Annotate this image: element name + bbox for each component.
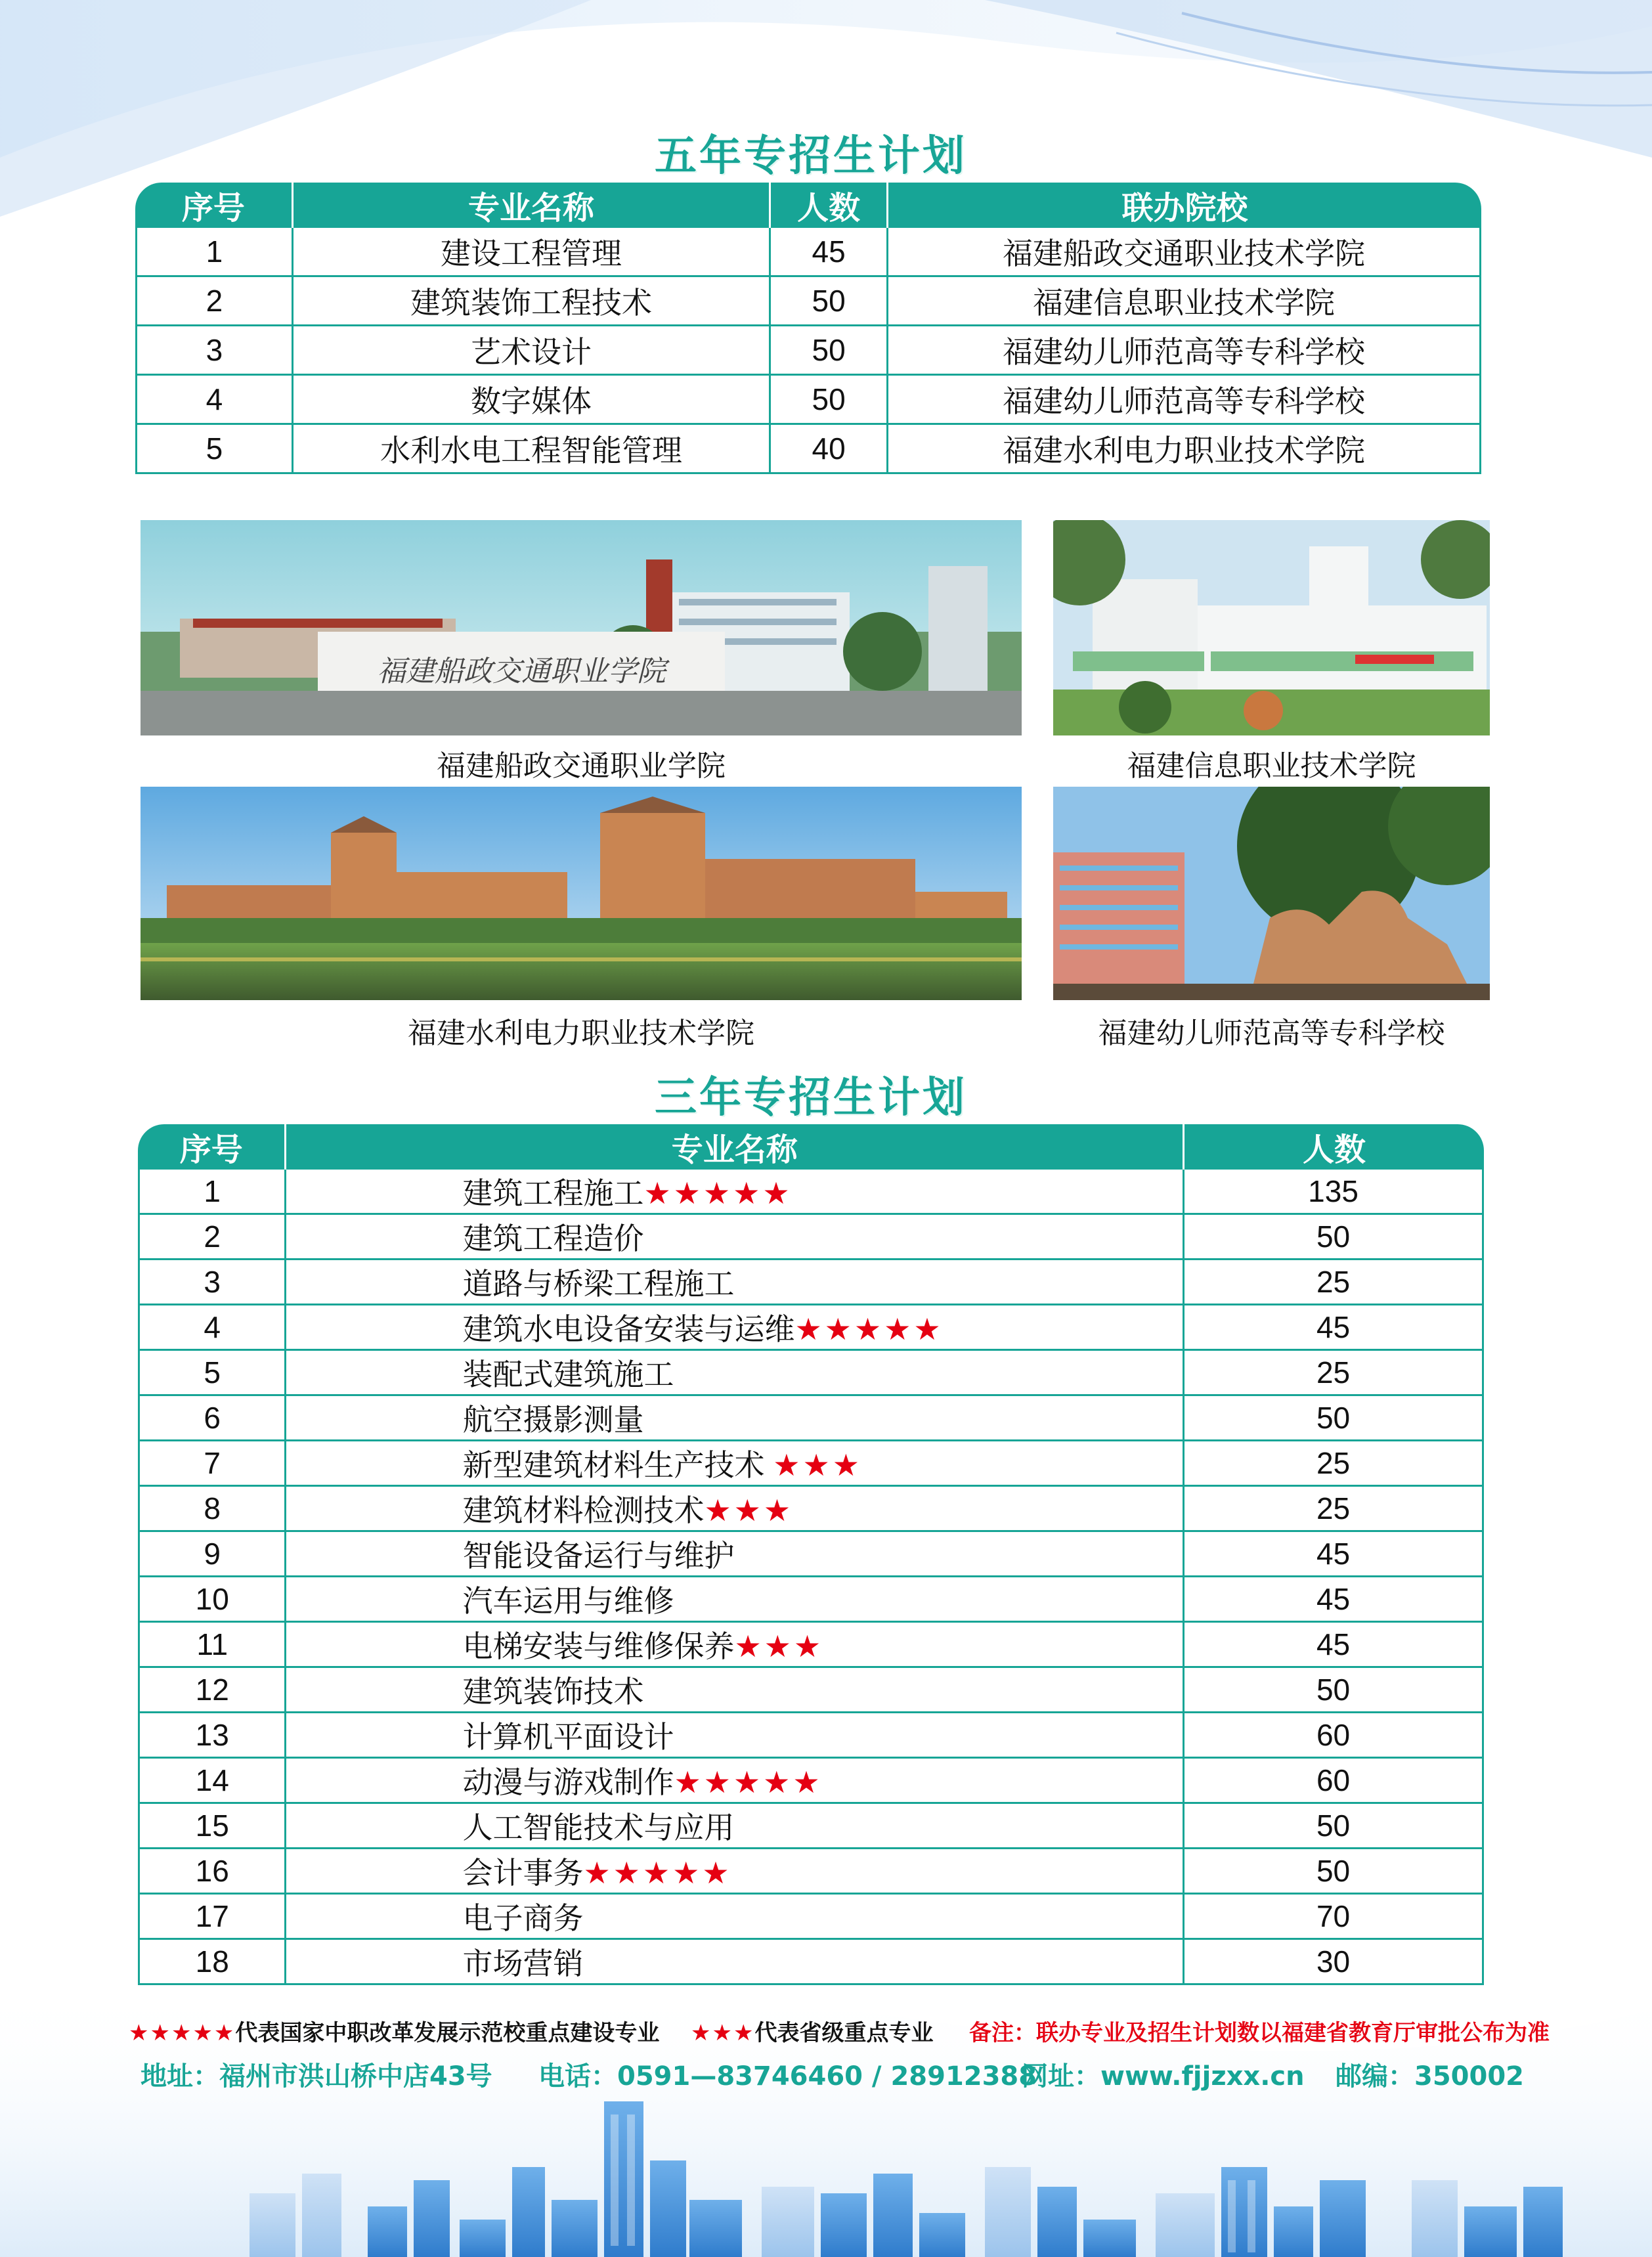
row-major: 数字媒体 (293, 376, 771, 425)
row-no: 2 (135, 277, 293, 326)
photo-caption: 福建信息职业技术学院 (1127, 749, 1416, 783)
row-no: 16 (138, 1849, 286, 1895)
major-name: 智能设备运行与维护 (462, 1539, 735, 1573)
row-count: 45 (1185, 1532, 1484, 1577)
major-name: 建筑工程施工 (462, 1176, 644, 1210)
major-name: 人工智能技术与应用 (462, 1810, 735, 1845)
row-count: 25 (1185, 1351, 1484, 1396)
table-row (138, 1895, 1484, 1940)
table-row (135, 376, 1481, 425)
table-row (138, 1577, 1484, 1623)
row-no: 14 (138, 1759, 286, 1804)
star-icons: ★★★ (773, 1448, 862, 1482)
header-school: 联办院校 (888, 183, 1481, 228)
row-no: 2 (138, 1215, 286, 1260)
postcode: 邮编：350002 (1336, 2061, 1524, 2092)
table-row (138, 1305, 1484, 1351)
row-no: 12 (138, 1668, 286, 1713)
header-major: 专业名称 (293, 183, 771, 228)
major-name: 汽车运用与维修 (462, 1584, 674, 1618)
row-major (286, 1487, 1185, 1532)
row-major (286, 1441, 1185, 1487)
table-row (135, 425, 1481, 474)
row-major (286, 1260, 1185, 1305)
table-row (138, 1623, 1484, 1668)
row-no: 8 (138, 1487, 286, 1532)
row-count: 25 (1185, 1487, 1484, 1532)
campus-sign-text: 福建船政交通职业学院 (377, 655, 666, 688)
five-year-plan-table (135, 183, 1481, 474)
row-school: 福建水利电力职业技术学院 (888, 425, 1481, 474)
row-major (286, 1623, 1185, 1668)
header-no: 序号 (138, 1124, 286, 1170)
header-count: 人数 (1185, 1124, 1484, 1170)
row-major (286, 1396, 1185, 1441)
major-name: 建筑材料检测技术 (462, 1493, 705, 1527)
star-icons: ★★★ (734, 1629, 824, 1663)
table-row (138, 1215, 1484, 1260)
row-major: 建筑装饰工程技术 (293, 277, 771, 326)
row-no: 5 (138, 1351, 286, 1396)
row-no: 11 (138, 1623, 286, 1668)
campus-photo-chuanzheng (141, 520, 1022, 735)
photo-caption: 福建幼儿师范高等专科学校 (1098, 1017, 1445, 1050)
row-count: 50 (1185, 1668, 1484, 1713)
table-row (138, 1487, 1484, 1532)
table-row (135, 277, 1481, 326)
row-count: 50 (1185, 1215, 1484, 1260)
major-name: 道路与桥梁工程施工 (462, 1267, 735, 1301)
row-no: 17 (138, 1895, 286, 1940)
row-count: 60 (1185, 1759, 1484, 1804)
row-major (286, 1804, 1185, 1849)
major-name: 航空摄影测量 (462, 1403, 644, 1437)
table-header-row (138, 1124, 1484, 1170)
major-name: 电子商务 (462, 1901, 584, 1935)
table-row (138, 1849, 1484, 1895)
row-count: 50 (1185, 1804, 1484, 1849)
star-icons: ★★★★★ (643, 1176, 793, 1210)
row-count: 45 (771, 228, 888, 277)
star-icons: ★★★★★ (794, 1312, 944, 1346)
row-no: 4 (138, 1305, 286, 1351)
star-icons: ★★★★★ (674, 1765, 823, 1799)
major-name: 装配式建筑施工 (462, 1357, 674, 1391)
row-count: 70 (1185, 1895, 1484, 1940)
table-row (138, 1351, 1484, 1396)
row-major (286, 1305, 1185, 1351)
table-row (138, 1759, 1484, 1804)
header-count: 人数 (771, 183, 888, 228)
row-count: 45 (1185, 1577, 1484, 1623)
row-count: 60 (1185, 1713, 1484, 1759)
row-count: 50 (771, 277, 888, 326)
table-row (138, 1668, 1484, 1713)
star-icons: ★★★★★ (129, 2020, 236, 2046)
row-no: 1 (138, 1170, 286, 1215)
major-name: 建筑水电设备安装与运维 (462, 1312, 795, 1346)
major-name: 建筑工程造价 (462, 1221, 644, 1256)
row-major (286, 1895, 1185, 1940)
row-no: 3 (138, 1260, 286, 1305)
major-name: 电梯安装与维修保养 (462, 1629, 735, 1663)
header-no: 序号 (135, 183, 293, 228)
row-major (286, 1668, 1185, 1713)
address: 地址：福州市洪山桥中店43号 (141, 2061, 492, 2092)
row-count: 45 (1185, 1623, 1484, 1668)
campus-photo-youer (1053, 787, 1490, 1000)
row-no: 18 (138, 1940, 286, 1985)
row-major (286, 1759, 1185, 1804)
website-link[interactable]: 网址：www.fjjzxx.cn (1022, 2061, 1305, 2092)
row-count: 50 (771, 376, 888, 425)
campus-photo-shuili (141, 787, 1022, 1000)
row-major: 建设工程管理 (293, 228, 771, 277)
table-row (138, 1441, 1484, 1487)
star-icons: ★★★★★ (583, 1856, 732, 1890)
row-school: 福建船政交通职业技术学院 (888, 228, 1481, 277)
row-count: 25 (1185, 1260, 1484, 1305)
major-name: 市场营销 (462, 1946, 584, 1981)
campus-photo-xinxi (1053, 520, 1490, 735)
table-row (138, 1804, 1484, 1849)
row-no: 9 (138, 1532, 286, 1577)
table-row (135, 326, 1481, 376)
row-major (286, 1849, 1185, 1895)
major-name: 新型建筑材料生产技术 (462, 1448, 773, 1482)
major-name: 计算机平面设计 (462, 1720, 674, 1754)
table-row (138, 1170, 1484, 1215)
table-header-row (135, 183, 1481, 228)
row-major (286, 1170, 1185, 1215)
row-no: 7 (138, 1441, 286, 1487)
major-name: 动漫与游戏制作 (462, 1765, 674, 1799)
five-year-plan-title: 五年专招生计划 (655, 132, 967, 181)
table-row (138, 1940, 1484, 1985)
row-school: 福建幼儿师范高等专科学校 (888, 326, 1481, 376)
major-name: 会计事务 (462, 1856, 584, 1890)
row-no: 1 (135, 228, 293, 277)
provincial-key-text: 代表省级重点专业 (754, 2020, 934, 2046)
photo-caption: 福建水利电力职业技术学院 (408, 1017, 754, 1050)
header-major: 专业名称 (286, 1124, 1185, 1170)
table-row (138, 1260, 1484, 1305)
row-major: 艺术设计 (293, 326, 771, 376)
row-count: 40 (771, 425, 888, 474)
row-no: 5 (135, 425, 293, 474)
row-major (286, 1577, 1185, 1623)
row-count: 50 (1185, 1849, 1484, 1895)
star-icons: ★★★ (704, 1493, 794, 1527)
row-major: 水利水电工程智能管理 (293, 425, 771, 474)
national-key-note (129, 2015, 659, 2047)
row-count: 25 (1185, 1441, 1484, 1487)
three-year-plan-title: 三年专招生计划 (655, 1074, 967, 1122)
row-no: 13 (138, 1713, 286, 1759)
three-year-plan-table (138, 1124, 1484, 1985)
table-row (135, 228, 1481, 277)
row-count: 50 (1185, 1396, 1484, 1441)
table-row (138, 1396, 1484, 1441)
row-no: 10 (138, 1577, 286, 1623)
row-count: 30 (1185, 1940, 1484, 1985)
row-no: 6 (138, 1396, 286, 1441)
major-name: 建筑装饰技术 (462, 1675, 644, 1709)
row-major (286, 1713, 1185, 1759)
row-count: 135 (1185, 1170, 1484, 1215)
table-row (138, 1532, 1484, 1577)
photo-caption: 福建船政交通职业学院 (437, 749, 726, 783)
national-key-text: 代表国家中职改革发展示范校重点建设专业 (235, 2020, 660, 2046)
row-no: 15 (138, 1804, 286, 1849)
row-major (286, 1532, 1185, 1577)
row-school: 福建幼儿师范高等专科学校 (888, 376, 1481, 425)
remark-note: 备注：联办专业及招生计划数以福建省教育厅审批公布为准 (969, 2020, 1550, 2046)
row-no: 3 (135, 326, 293, 376)
phone: 电话：0591—83746460 / 28912388 (538, 2061, 1037, 2092)
table-row (138, 1713, 1484, 1759)
row-school: 福建信息职业技术学院 (888, 277, 1481, 326)
row-count: 50 (771, 326, 888, 376)
row-major (286, 1940, 1185, 1985)
row-major (286, 1215, 1185, 1260)
row-major (286, 1351, 1185, 1396)
row-count: 45 (1185, 1305, 1484, 1351)
star-icons: ★★★ (691, 2020, 755, 2046)
row-no: 4 (135, 376, 293, 425)
provincial-key-note (691, 2015, 933, 2047)
